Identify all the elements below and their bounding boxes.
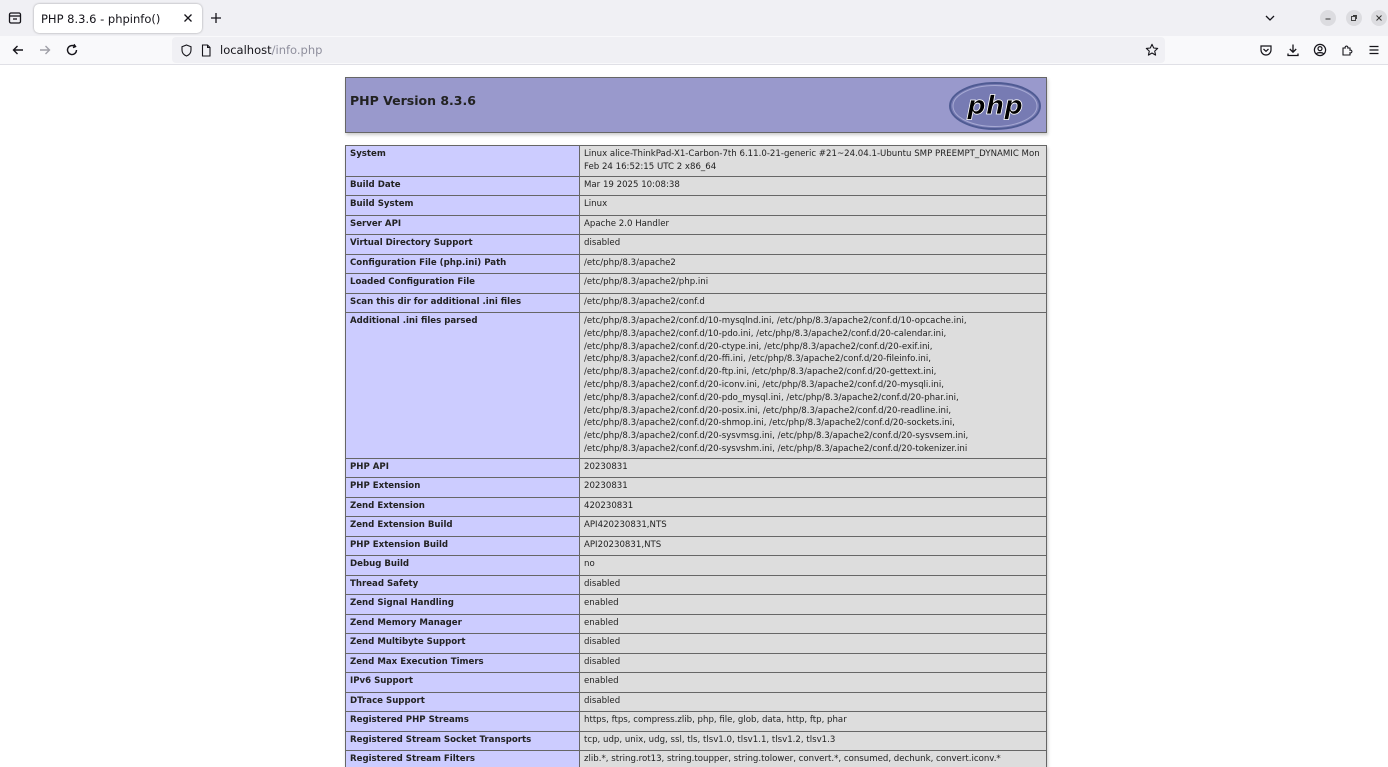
- table-row: [346, 595, 1047, 615]
- row-value: no: [580, 556, 1047, 576]
- row-key: PHP Extension Build: [346, 536, 580, 556]
- row-value: Linux: [580, 196, 1047, 216]
- table-row: [346, 614, 1047, 634]
- table-row: [346, 536, 1047, 556]
- row-value: disabled: [580, 235, 1047, 255]
- row-key: Zend Extension Build: [346, 517, 580, 537]
- info-table-body: [346, 146, 1047, 767]
- download-icon[interactable]: [1283, 40, 1303, 60]
- row-key: Zend Signal Handling: [346, 595, 580, 615]
- chevron-down-icon[interactable]: [1261, 9, 1279, 27]
- table-row: [346, 478, 1047, 498]
- table-row: [346, 274, 1047, 294]
- row-value: /etc/php/8.3/apache2/conf.d/10-mysqlnd.ini, /etc/php/8.3/apache2/conf.d/10-opcache.ini, /etc/php/8.3/apache2/conf.d/10-pdo.ini, /etc/php/8.3/apache2/conf.d/20-calendar.ini, /etc/php/8.3/apache2/conf.d/20-ctype.ini, /etc/php/8.3/apache2/conf.d/20-exif.ini, /etc/php/8.3/apache2/conf.d/20-ffi.ini, /etc/php/8.3/apache2/conf.d/20-fileinfo.ini, /etc/php/8.3/apache2/conf.d/20-ftp.ini, /etc/php/8.3/apache2/conf.d/20-gettext.ini, /etc/php/8.3/apache2/conf.d/20-iconv.ini, /etc/php/8.3/apache2/conf.d/20-mysqli.ini, /etc/php/8.3/apache2/conf.d/20-pdo_mysql.ini, /etc/php/8.3/apache2/conf.d/20-phar.ini, /etc/php/8.3/apache2/conf.d/20-posix.ini, /etc/php/8.3/apache2/conf.d/20-readline.ini, /etc/php/8.3/apache2/conf.d/20-shmop.ini, /etc/php/8.3/apache2/conf.d/20-sockets.ini, /etc/php/8.3/apache2/conf.d/20-sysvmsg.ini, /etc/php/8.3/apache2/conf.d/20-sysvsem.ini, /etc/php/8.3/apache2/conf.d/20-sysvshm.ini, /etc/php/8.3/apache2/conf.d/20-tokenizer.ini: [580, 313, 1047, 459]
- row-key: Registered Stream Socket Transports: [346, 731, 580, 751]
- table-row: [346, 731, 1047, 751]
- close-icon[interactable]: [180, 10, 196, 26]
- row-value: Apache 2.0 Handler: [580, 215, 1047, 235]
- logo-text: php: [967, 91, 1023, 121]
- row-value: API20230831,NTS: [580, 536, 1047, 556]
- table-row: [346, 556, 1047, 576]
- forward-arrow-icon[interactable]: [35, 40, 55, 60]
- url-path: /info.php: [271, 43, 323, 57]
- tab-list-icon[interactable]: [4, 7, 26, 29]
- table-row: [346, 293, 1047, 313]
- row-value: API420230831,NTS: [580, 517, 1047, 537]
- row-value: Mar 19 2025 10:08:38: [580, 176, 1047, 196]
- row-key: Loaded Configuration File: [346, 274, 580, 294]
- shield-icon[interactable]: [178, 42, 194, 58]
- page-content: [0, 66, 1388, 767]
- page-title: PHP Version 8.3.6: [350, 93, 476, 108]
- row-value: Linux alice-ThinkPad-X1-Carbon-7th 6.11.0-21-generic #21~24.04.1-Ubuntu SMP PREEMPT_DYNAMIC Mon Feb 24 16:52:15 UTC 2 x86_64: [580, 146, 1047, 177]
- row-value: 20230831: [580, 458, 1047, 478]
- table-row: [346, 673, 1047, 693]
- page-icon[interactable]: [198, 42, 214, 58]
- table-row: [346, 575, 1047, 595]
- row-key: Server API: [346, 215, 580, 235]
- row-value: disabled: [580, 575, 1047, 595]
- row-key: System: [346, 146, 580, 177]
- pocket-icon[interactable]: [1256, 40, 1276, 60]
- reload-icon[interactable]: [62, 40, 82, 60]
- row-key: IPv6 Support: [346, 673, 580, 693]
- row-key: Zend Max Execution Timers: [346, 653, 580, 673]
- url-text[interactable]: [220, 43, 322, 57]
- minimize-icon[interactable]: [1320, 10, 1336, 26]
- tab-phpinfo[interactable]: [34, 4, 202, 33]
- account-icon[interactable]: [1310, 40, 1330, 60]
- extensions-icon[interactable]: [1337, 40, 1357, 60]
- window-close-icon[interactable]: [1371, 10, 1387, 26]
- row-key: Build System: [346, 196, 580, 216]
- row-value: disabled: [580, 653, 1047, 673]
- row-value: https, ftps, compress.zlib, php, file, glob, data, http, ftp, phar: [580, 712, 1047, 732]
- table-row: [346, 653, 1047, 673]
- row-value: zlib.*, string.rot13, string.toupper, string.tolower, convert.*, consumed, dechunk, convert.iconv.*: [580, 751, 1047, 767]
- table-row: [346, 634, 1047, 654]
- table-row: [346, 497, 1047, 517]
- php-logo: [948, 81, 1042, 131]
- row-value: enabled: [580, 595, 1047, 615]
- table-row: [346, 751, 1047, 767]
- row-key: Zend Memory Manager: [346, 614, 580, 634]
- row-key: Thread Safety: [346, 575, 580, 595]
- table-row: [346, 517, 1047, 537]
- table-row: [346, 254, 1047, 274]
- url-bar[interactable]: [172, 37, 1165, 63]
- table-row: [346, 458, 1047, 478]
- back-arrow-icon[interactable]: [8, 40, 28, 60]
- url-host: localhost: [220, 43, 272, 57]
- row-value: /etc/php/8.3/apache2/php.ini: [580, 274, 1047, 294]
- info-table: [345, 145, 1047, 767]
- row-value: enabled: [580, 614, 1047, 634]
- table-row: [346, 146, 1047, 177]
- table-row: [346, 196, 1047, 216]
- tab-bar: [0, 0, 1388, 36]
- table-row: [346, 313, 1047, 459]
- row-key: Registered Stream Filters: [346, 751, 580, 767]
- row-value: 20230831: [580, 478, 1047, 498]
- table-row: [346, 235, 1047, 255]
- row-value: disabled: [580, 634, 1047, 654]
- table-row: [346, 692, 1047, 712]
- row-value: /etc/php/8.3/apache2/conf.d: [580, 293, 1047, 313]
- tab-title: PHP 8.3.6 - phpinfo(): [41, 11, 161, 26]
- row-key: Zend Multibyte Support: [346, 634, 580, 654]
- star-icon[interactable]: [1144, 42, 1160, 58]
- row-key: Configuration File (php.ini) Path: [346, 254, 580, 274]
- row-key: Build Date: [346, 176, 580, 196]
- table-row: [346, 215, 1047, 235]
- row-key: Scan this dir for additional .ini files: [346, 293, 580, 313]
- row-key: PHP API: [346, 458, 580, 478]
- row-key: DTrace Support: [346, 692, 580, 712]
- menu-icon[interactable]: [1364, 40, 1384, 60]
- row-value: enabled: [580, 673, 1047, 693]
- row-key: Virtual Directory Support: [346, 235, 580, 255]
- row-value: tcp, udp, unix, udg, ssl, tls, tlsv1.0, tlsv1.1, tlsv1.2, tlsv1.3: [580, 731, 1047, 751]
- row-key: PHP Extension: [346, 478, 580, 498]
- row-key: Debug Build: [346, 556, 580, 576]
- table-row: [346, 712, 1047, 732]
- row-key: Additional .ini files parsed: [346, 313, 580, 459]
- table-row: [346, 176, 1047, 196]
- row-key: Registered PHP Streams: [346, 712, 580, 732]
- plus-icon[interactable]: [206, 8, 226, 28]
- row-value: 420230831: [580, 497, 1047, 517]
- navigation-bar: [0, 36, 1388, 65]
- php-version-header: [345, 77, 1047, 133]
- restore-icon[interactable]: [1346, 10, 1362, 26]
- row-value: disabled: [580, 692, 1047, 712]
- row-value: /etc/php/8.3/apache2: [580, 254, 1047, 274]
- row-key: Zend Extension: [346, 497, 580, 517]
